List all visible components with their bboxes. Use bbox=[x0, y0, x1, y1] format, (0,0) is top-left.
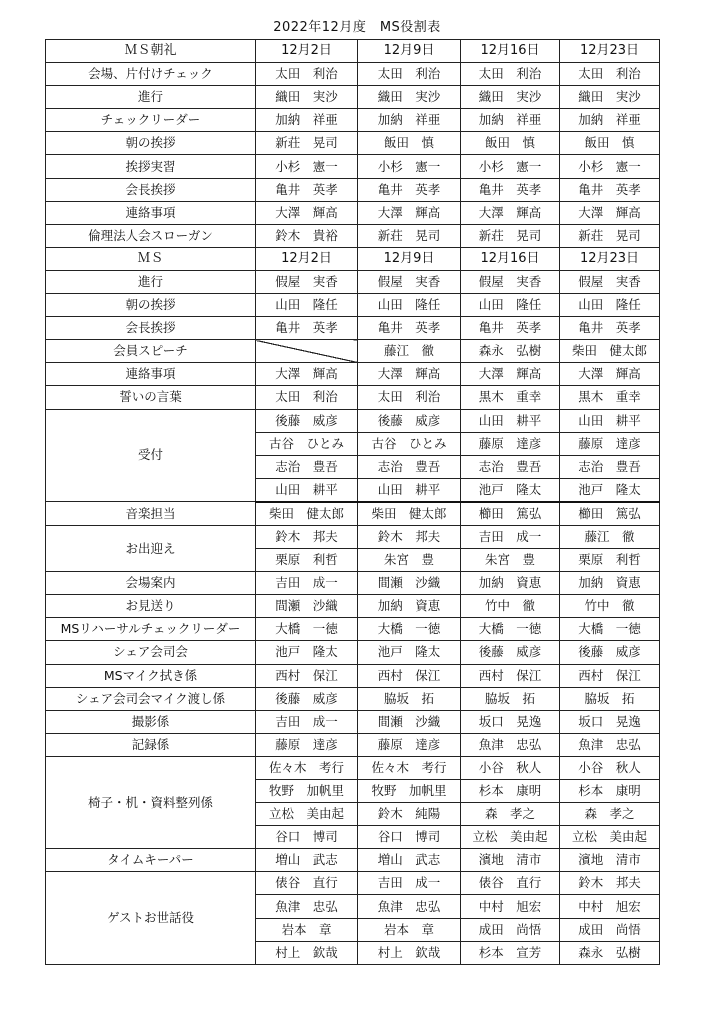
ms-role-table bbox=[45, 39, 660, 965]
assignee-cell: 藤江 徹 bbox=[560, 525, 660, 548]
page-title: 2022年12月度 MS役割表 bbox=[273, 20, 441, 35]
assignee-cell: 佐々木 考行 bbox=[256, 756, 358, 779]
assignee-cell: 森永 弘樹 bbox=[560, 941, 660, 964]
assignee-cell: 牧野 加帆里 bbox=[256, 780, 358, 803]
assignee-cell: 織田 実沙 bbox=[358, 86, 461, 109]
role-label: タイムキーパー bbox=[46, 849, 256, 872]
assignee-cell: 山田 耕平 bbox=[560, 409, 660, 432]
assignee-cell: 太田 利治 bbox=[560, 63, 660, 86]
role-label: 朝の挨拶 bbox=[46, 294, 256, 317]
assignee-cell: 亀井 英孝 bbox=[461, 178, 560, 201]
assignee-cell: 岩本 章 bbox=[256, 918, 358, 941]
assignee-cell: 脇坂 拓 bbox=[358, 687, 461, 710]
assignee-cell: 森 孝之 bbox=[461, 803, 560, 826]
assignee-cell: 加納 資恵 bbox=[560, 572, 660, 595]
assignee-cell: 坂口 晃逸 bbox=[560, 710, 660, 733]
assignee-cell: 加納 祥亜 bbox=[461, 109, 560, 132]
table-row bbox=[46, 756, 660, 779]
assignee-cell: 志治 豊吾 bbox=[358, 455, 461, 478]
assignee-cell: 吉田 成一 bbox=[358, 872, 461, 895]
assignee-cell: 亀井 英孝 bbox=[256, 178, 358, 201]
assignee-cell: 太田 利治 bbox=[358, 386, 461, 409]
assignee-cell: 新荘 晃司 bbox=[256, 132, 358, 155]
assignee-cell: 朱宮 豊 bbox=[358, 549, 461, 572]
assignee-cell: 古谷 ひとみ bbox=[358, 432, 461, 455]
assignee-cell: 志治 豊吾 bbox=[461, 455, 560, 478]
assignee-cell: 脇坂 拓 bbox=[560, 687, 660, 710]
assignee-cell: 牧野 加帆里 bbox=[358, 780, 461, 803]
assignee-cell: 小杉 憲一 bbox=[560, 155, 660, 178]
table-row bbox=[46, 63, 660, 86]
assignee-cell: 藤江 徹 bbox=[358, 340, 461, 363]
assignee-cell: 濱地 清市 bbox=[461, 849, 560, 872]
assignee-cell: 谷口 博司 bbox=[358, 826, 461, 849]
assignee-cell: 間瀬 沙織 bbox=[358, 572, 461, 595]
table-row bbox=[46, 155, 660, 178]
role-label: 進行 bbox=[46, 86, 256, 109]
table-row bbox=[46, 687, 660, 710]
role-label: シェア会司会 bbox=[46, 641, 256, 664]
date-header: 12月9日 bbox=[358, 247, 461, 270]
assignee-cell: 加納 資恵 bbox=[358, 595, 461, 618]
assignee-cell: 鈴木 邦夫 bbox=[358, 525, 461, 548]
assignee-cell: 加納 資恵 bbox=[461, 572, 560, 595]
role-label: チェックリーダー bbox=[46, 109, 256, 132]
assignee-cell: 後藤 威彦 bbox=[256, 687, 358, 710]
assignee-cell: 後藤 威彦 bbox=[358, 409, 461, 432]
assignee-cell: 大澤 輝高 bbox=[358, 201, 461, 224]
assignee-cell: 山田 隆任 bbox=[560, 294, 660, 317]
table-row bbox=[46, 201, 660, 224]
assignee-cell: 池戸 隆太 bbox=[560, 478, 660, 502]
table-row bbox=[46, 572, 660, 595]
assignee-cell: 鈴木 邦夫 bbox=[560, 872, 660, 895]
table-row bbox=[46, 109, 660, 132]
assignee-cell: 亀井 英孝 bbox=[560, 178, 660, 201]
assignee-cell: 魚津 忠弘 bbox=[560, 733, 660, 756]
date-header: 12月23日 bbox=[560, 40, 660, 63]
assignee-cell: 佐々木 考行 bbox=[358, 756, 461, 779]
assignee-cell: 織田 実沙 bbox=[461, 86, 560, 109]
assignee-cell: 後藤 威彦 bbox=[256, 409, 358, 432]
assignee-cell: 櫛田 篤弘 bbox=[461, 502, 560, 526]
assignee-cell: 鈴木 邦夫 bbox=[256, 525, 358, 548]
assignee-cell: 立松 美由起 bbox=[256, 803, 358, 826]
assignee-cell: 谷口 博司 bbox=[256, 826, 358, 849]
assignee-cell: 大橋 一徳 bbox=[461, 618, 560, 641]
assignee-cell: 中村 旭宏 bbox=[461, 895, 560, 918]
assignee-cell: 大橋 一徳 bbox=[358, 618, 461, 641]
assignee-cell: 栗原 利哲 bbox=[256, 549, 358, 572]
assignee-cell: 織田 実沙 bbox=[256, 86, 358, 109]
role-label: 倫理法人会スローガン bbox=[46, 224, 256, 247]
section-header: ＭＳ bbox=[46, 247, 256, 270]
assignee-cell: 古谷 ひとみ bbox=[256, 432, 358, 455]
section-header-row bbox=[46, 247, 660, 270]
table-row bbox=[46, 641, 660, 664]
empty-slot bbox=[256, 340, 358, 363]
assignee-cell: 栗原 利哲 bbox=[560, 549, 660, 572]
assignee-cell: 柴田 健太郎 bbox=[560, 340, 660, 363]
role-label: 朝の挨拶 bbox=[46, 132, 256, 155]
assignee-cell: 假屋 実香 bbox=[358, 270, 461, 293]
assignee-cell: 立松 美由起 bbox=[461, 826, 560, 849]
assignee-cell: 池戸 隆太 bbox=[461, 478, 560, 502]
assignee-cell: 間瀬 沙織 bbox=[358, 710, 461, 733]
assignee-cell: 藤原 達彦 bbox=[560, 432, 660, 455]
role-label: 音楽担当 bbox=[46, 502, 256, 526]
assignee-cell: 藤原 達彦 bbox=[256, 733, 358, 756]
table-row bbox=[46, 224, 660, 247]
assignee-cell: 濱地 清市 bbox=[560, 849, 660, 872]
assignee-cell: 山田 耕平 bbox=[256, 478, 358, 502]
table-row bbox=[46, 849, 660, 872]
assignee-cell: 杉本 康明 bbox=[461, 780, 560, 803]
assignee-cell: 飯田 慎 bbox=[358, 132, 461, 155]
table-row bbox=[46, 270, 660, 293]
assignee-cell: 西村 保江 bbox=[256, 664, 358, 687]
role-label: 受付 bbox=[46, 409, 256, 502]
assignee-cell: 森永 弘樹 bbox=[461, 340, 560, 363]
section-header: ＭＳ朝礼 bbox=[46, 40, 256, 63]
assignee-cell: 藤原 達彦 bbox=[461, 432, 560, 455]
assignee-cell: 飯田 慎 bbox=[560, 132, 660, 155]
assignee-cell: 成田 尚悟 bbox=[560, 918, 660, 941]
assignee-cell: 志治 豊吾 bbox=[560, 455, 660, 478]
assignee-cell: 大橋 一徳 bbox=[256, 618, 358, 641]
assignee-cell: 坂口 晃逸 bbox=[461, 710, 560, 733]
role-label: 会員スピーチ bbox=[46, 340, 256, 363]
date-header: 12月16日 bbox=[461, 40, 560, 63]
assignee-cell: 假屋 実香 bbox=[461, 270, 560, 293]
assignee-cell: 飯田 慎 bbox=[461, 132, 560, 155]
assignee-cell: 亀井 英孝 bbox=[560, 317, 660, 340]
assignee-cell: 新荘 晃司 bbox=[560, 224, 660, 247]
assignee-cell: 魚津 忠弘 bbox=[256, 895, 358, 918]
assignee-cell: 山田 隆任 bbox=[358, 294, 461, 317]
assignee-cell: 吉田 成一 bbox=[256, 572, 358, 595]
assignee-cell: 増山 武志 bbox=[358, 849, 461, 872]
assignee-cell: 柴田 健太郎 bbox=[256, 502, 358, 526]
assignee-cell: 太田 利治 bbox=[256, 63, 358, 86]
table-row bbox=[46, 872, 660, 895]
assignee-cell: 池戸 隆太 bbox=[358, 641, 461, 664]
assignee-cell: 加納 祥亜 bbox=[256, 109, 358, 132]
assignee-cell: 森 孝之 bbox=[560, 803, 660, 826]
table-row bbox=[46, 618, 660, 641]
assignee-cell: 鈴木 貴裕 bbox=[256, 224, 358, 247]
assignee-cell: 大澤 輝高 bbox=[560, 201, 660, 224]
role-label: 会場案内 bbox=[46, 572, 256, 595]
section-header-row bbox=[46, 40, 660, 63]
assignee-cell: 大澤 輝高 bbox=[560, 363, 660, 386]
assignee-cell: 鈴木 純陽 bbox=[358, 803, 461, 826]
role-label: 会長挨拶 bbox=[46, 317, 256, 340]
assignee-cell: 小杉 憲一 bbox=[256, 155, 358, 178]
role-label: 会場、片付けチェック bbox=[46, 63, 256, 86]
assignee-cell: 新荘 晃司 bbox=[461, 224, 560, 247]
date-header: 12月2日 bbox=[256, 40, 358, 63]
table-row bbox=[46, 710, 660, 733]
assignee-cell: 大澤 輝高 bbox=[461, 201, 560, 224]
assignee-cell: 立松 美由起 bbox=[560, 826, 660, 849]
assignee-cell: 黒木 重幸 bbox=[461, 386, 560, 409]
assignee-cell: 竹中 徹 bbox=[560, 595, 660, 618]
assignee-cell: 村上 欽哉 bbox=[256, 941, 358, 964]
assignee-cell: 俵谷 直行 bbox=[461, 872, 560, 895]
assignee-cell: 山田 耕平 bbox=[461, 409, 560, 432]
assignee-cell: 大澤 輝高 bbox=[256, 201, 358, 224]
assignee-cell: 亀井 英孝 bbox=[461, 317, 560, 340]
assignee-cell: 加納 祥亜 bbox=[358, 109, 461, 132]
assignee-cell: 太田 利治 bbox=[256, 386, 358, 409]
date-header: 12月23日 bbox=[560, 247, 660, 270]
role-label: 挨拶実習 bbox=[46, 155, 256, 178]
assignee-cell: 竹中 徹 bbox=[461, 595, 560, 618]
table-row bbox=[46, 178, 660, 201]
assignee-cell: 小杉 憲一 bbox=[461, 155, 560, 178]
assignee-cell: 櫛田 篤弘 bbox=[560, 502, 660, 526]
assignee-cell: 黒木 重幸 bbox=[560, 386, 660, 409]
role-label: 撮影係 bbox=[46, 710, 256, 733]
table-row bbox=[46, 317, 660, 340]
assignee-cell: 魚津 忠弘 bbox=[358, 895, 461, 918]
assignee-cell: 西村 保江 bbox=[461, 664, 560, 687]
assignee-cell: 小谷 秋人 bbox=[461, 756, 560, 779]
table-row bbox=[46, 595, 660, 618]
assignee-cell: 加納 祥亜 bbox=[560, 109, 660, 132]
assignee-cell: 成田 尚悟 bbox=[461, 918, 560, 941]
assignee-cell: 間瀬 沙織 bbox=[256, 595, 358, 618]
table-row bbox=[46, 86, 660, 109]
table-row bbox=[46, 363, 660, 386]
role-label: 会長挨拶 bbox=[46, 178, 256, 201]
assignee-cell: 池戸 隆太 bbox=[256, 641, 358, 664]
assignee-cell: 吉田 成一 bbox=[461, 525, 560, 548]
assignee-cell: 亀井 英孝 bbox=[256, 317, 358, 340]
assignee-cell: 大橋 一徳 bbox=[560, 618, 660, 641]
assignee-cell: 假屋 実香 bbox=[256, 270, 358, 293]
assignee-cell: 亀井 英孝 bbox=[358, 317, 461, 340]
assignee-cell: 山田 隆任 bbox=[256, 294, 358, 317]
assignee-cell: 岩本 章 bbox=[358, 918, 461, 941]
assignee-cell: 大澤 輝高 bbox=[461, 363, 560, 386]
assignee-cell: 山田 耕平 bbox=[358, 478, 461, 502]
assignee-cell: 山田 隆任 bbox=[461, 294, 560, 317]
assignee-cell: 杉本 康明 bbox=[560, 780, 660, 803]
role-label: ゲストお世話役 bbox=[46, 872, 256, 964]
assignee-cell: 小杉 憲一 bbox=[358, 155, 461, 178]
table-row bbox=[46, 132, 660, 155]
assignee-cell: 朱宮 豊 bbox=[461, 549, 560, 572]
assignee-cell: 新荘 晃司 bbox=[358, 224, 461, 247]
assignee-cell: 脇坂 拓 bbox=[461, 687, 560, 710]
assignee-cell: 増山 武志 bbox=[256, 849, 358, 872]
assignee-cell: 太田 利治 bbox=[358, 63, 461, 86]
assignee-cell: 小谷 秋人 bbox=[560, 756, 660, 779]
assignee-cell: 後藤 威彦 bbox=[461, 641, 560, 664]
date-header: 12月9日 bbox=[358, 40, 461, 63]
role-label: MSリハーサルチェックリーダー bbox=[46, 618, 256, 641]
role-label: 椅子・机・資料整列係 bbox=[46, 756, 256, 848]
table-row bbox=[46, 733, 660, 756]
role-label: シェア会司会マイク渡し係 bbox=[46, 687, 256, 710]
table-row bbox=[46, 386, 660, 409]
assignee-cell: 中村 旭宏 bbox=[560, 895, 660, 918]
role-label: お出迎え bbox=[46, 525, 256, 571]
assignee-cell: 吉田 成一 bbox=[256, 710, 358, 733]
assignee-cell: 杉本 宣芳 bbox=[461, 941, 560, 964]
role-label: 誓いの言葉 bbox=[46, 386, 256, 409]
role-label: 記録係 bbox=[46, 733, 256, 756]
role-label: 進行 bbox=[46, 270, 256, 293]
assignee-cell: 藤原 達彦 bbox=[358, 733, 461, 756]
assignee-cell: 志治 豊吾 bbox=[256, 455, 358, 478]
assignee-cell: 俵谷 直行 bbox=[256, 872, 358, 895]
date-header: 12月16日 bbox=[461, 247, 560, 270]
assignee-cell: 西村 保江 bbox=[560, 664, 660, 687]
assignee-cell: 後藤 威彦 bbox=[560, 641, 660, 664]
assignee-cell: 西村 保江 bbox=[358, 664, 461, 687]
role-label: 連絡事項 bbox=[46, 201, 256, 224]
table-row bbox=[46, 409, 660, 432]
role-label: お見送り bbox=[46, 595, 256, 618]
assignee-cell: 村上 欽哉 bbox=[358, 941, 461, 964]
assignee-cell: 織田 実沙 bbox=[560, 86, 660, 109]
date-header: 12月2日 bbox=[256, 247, 358, 270]
table-row bbox=[46, 525, 660, 548]
assignee-cell: 假屋 実香 bbox=[560, 270, 660, 293]
assignee-cell: 柴田 健太郎 bbox=[358, 502, 461, 526]
table-row bbox=[46, 294, 660, 317]
assignee-cell: 大澤 輝高 bbox=[358, 363, 461, 386]
assignee-cell: 魚津 忠弘 bbox=[461, 733, 560, 756]
assignee-cell: 太田 利治 bbox=[461, 63, 560, 86]
role-label: 連絡事項 bbox=[46, 363, 256, 386]
assignee-cell: 亀井 英孝 bbox=[358, 178, 461, 201]
role-label: MSマイク拭き係 bbox=[46, 664, 256, 687]
table-row bbox=[46, 664, 660, 687]
assignee-cell: 大澤 輝高 bbox=[256, 363, 358, 386]
table-row bbox=[46, 340, 660, 363]
table-row bbox=[46, 502, 660, 526]
